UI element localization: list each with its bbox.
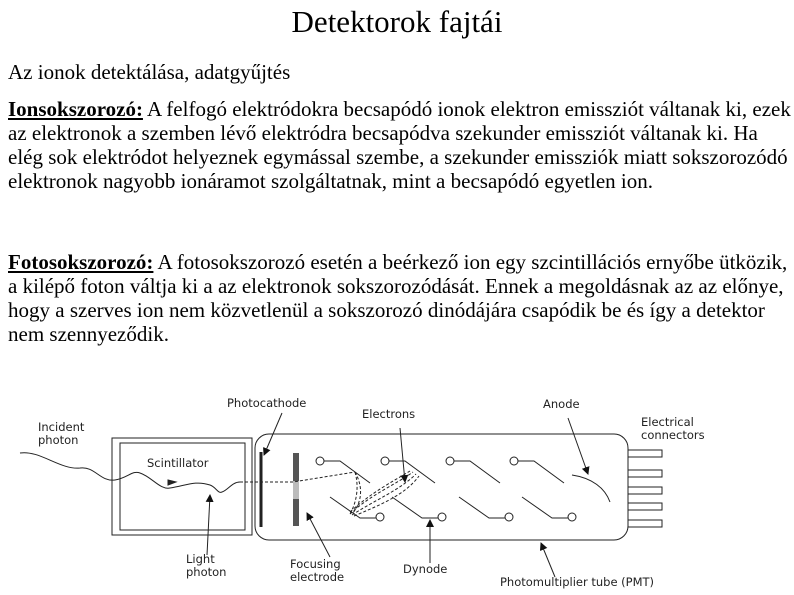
dynodes-top <box>316 457 564 483</box>
label-dynode: Dynode <box>403 562 448 576</box>
label-electrode: electrode <box>290 570 345 584</box>
scintillator-outer <box>112 438 252 535</box>
definition: A fotosokszorozó esetén a beérkező ion egy szcintillációs ernyőbe ütközik, a kilépő foton váltja ki a az elektronok sokszorozódását. Ennek a megoldásnak az az előnye, hogy a szerves ion nem közvetlenül a sokszorozó dinódájára csapódik be és így a detektor nem szennyeződik. <box>8 250 788 346</box>
label-electrical: Electrical <box>641 415 694 429</box>
label-incident: Incident <box>38 420 85 434</box>
label-electrons: Electrons <box>362 407 416 421</box>
term: Ionsokszorozó: <box>8 97 143 121</box>
slide-subtitle: Az ionok detektálása, adatgyűjtés <box>8 60 291 84</box>
label-scintillator: Scintillator <box>147 456 209 470</box>
definition: A felfogó elektródokra becsapódó ionok elektron emissziót váltanak ki, ezek az elektronok a szemben lévő elektródra becsapódva szekunder emissziót váltanak ki. Ha elég sok elektródot helyeznek egymással szembe, a szekunder emissziók miatt sokszorozódó elektronok nagyobb ionáramot szolgáltatnak, mint a becsapódó egyetlen ion. <box>8 97 791 193</box>
electrical-connectors <box>628 450 662 527</box>
label-photon: photon <box>38 433 79 447</box>
label-anode: Anode <box>543 397 580 411</box>
label-light: Light <box>186 552 215 566</box>
label-focusing: Focusing <box>290 557 341 571</box>
label-light-photon: photon <box>186 565 227 579</box>
label-photocathode: Photocathode <box>227 396 307 410</box>
anode <box>572 475 610 502</box>
slide-title: Detektorok fajtái <box>291 4 503 39</box>
label-pmt: Photomultiplier tube (PMT) <box>500 575 655 589</box>
pmt-tube <box>255 434 628 540</box>
label-connectors: connectors <box>641 428 705 442</box>
term: Fotosokszorozó: <box>8 250 154 274</box>
